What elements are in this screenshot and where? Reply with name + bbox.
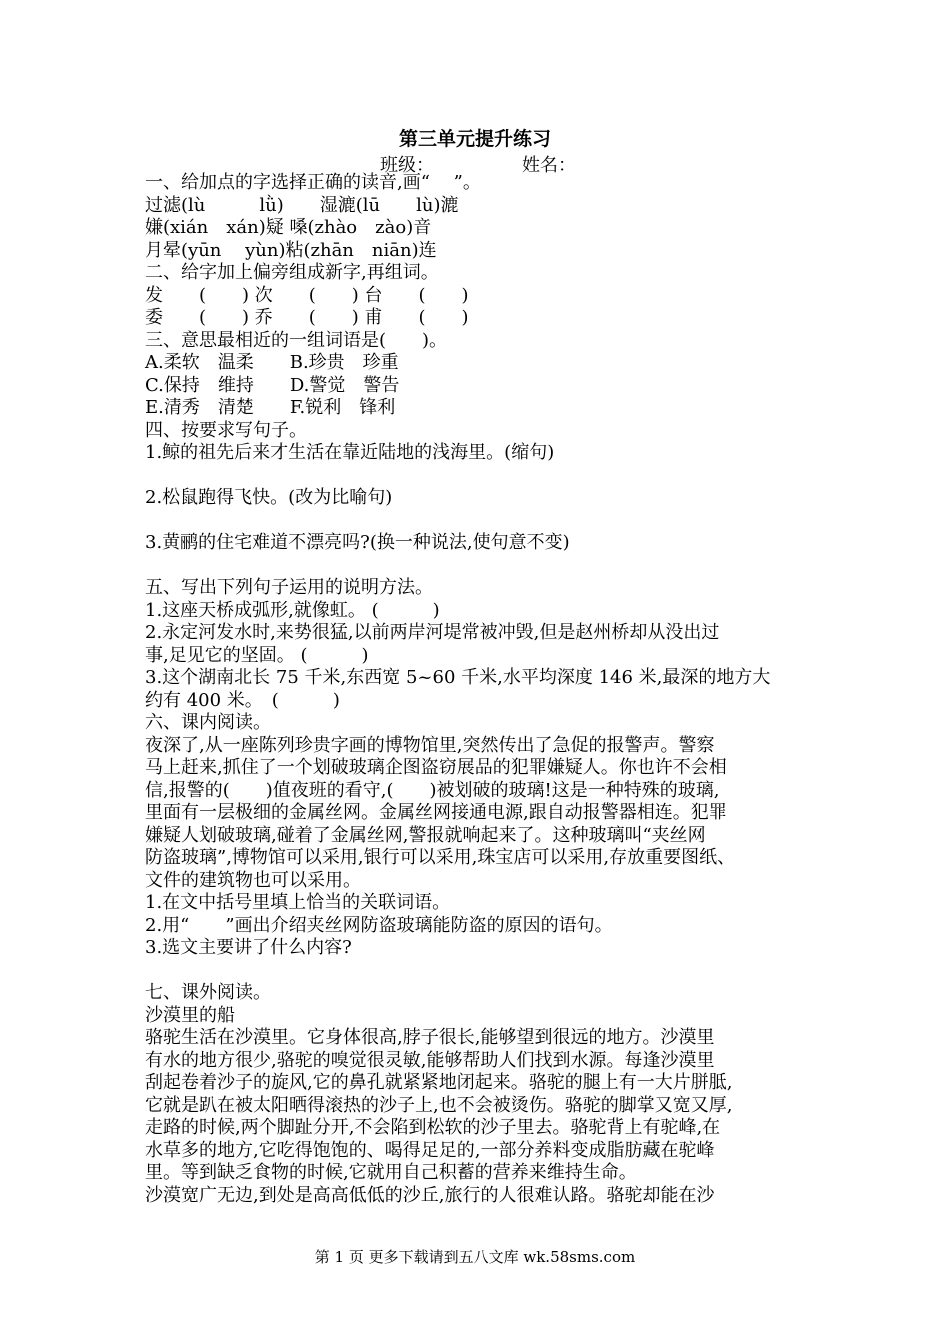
document-body xyxy=(145,172,785,1207)
text-line: 2.永定河发水时,来势很猛,以前两岸河堤常被冲毁,但是赵州桥却从没出过 xyxy=(145,622,720,643)
text-line: 约有 400 米。 ( ) xyxy=(145,689,340,711)
text-line: 信,报警的( )值夜班的看守,( )被划破的玻璃!这是一种特殊的玻璃, xyxy=(145,779,720,801)
text-line: 防盗玻璃”,博物馆可以采用,银行可以采用,珠宝店可以采用,存放重要图纸、 xyxy=(145,847,736,868)
text-line: 沙漠里的船 xyxy=(145,1004,235,1026)
text-line: 一、给加点的字选择正确的读音,画“ ”。 xyxy=(145,172,481,193)
text-line: 月晕(yūn yùn)粘(zhān niān)连 xyxy=(145,239,437,261)
text-line: 1.在文中括号里填上恰当的关联词语。 xyxy=(145,892,451,913)
class-label: 班级： xyxy=(380,155,434,176)
text-line: 2.用“ ”画出介绍夹丝网防盗玻璃能防盗的原因的语句。 xyxy=(145,914,613,936)
name-label: 姓名： xyxy=(522,155,576,176)
text-line: 1.这座天桥成弧形,就像虹。 ( ) xyxy=(145,599,440,621)
page-title: 第三单元提升练习 xyxy=(398,128,551,150)
text-line: 里面有一层极细的金属丝网。金属丝网接通电源,跟自动报警器相连。犯罪 xyxy=(145,802,727,823)
text-line: 水草多的地方,它吃得饱饱的、喝得足足的,一部分养料变成脂肪藏在驼峰 xyxy=(145,1139,715,1161)
text-line: 3.黄鹂的住宅难道不漂亮吗?(换一种说法,使句意不变) xyxy=(145,532,570,553)
text-line: 走路的时候,两个脚趾分开,不会陷到松软的沙子里去。骆驼背上有驼峰,在 xyxy=(145,1117,721,1138)
text-line: 发 ( ) 次 ( ) 台 ( ) xyxy=(145,284,469,306)
text-line: 夜深了,从一座陈列珍贵字画的博物馆里,突然传出了急促的报警声。警察 xyxy=(145,734,715,756)
text-line: 2.松鼠跑得飞快。(改为比喻句) xyxy=(145,487,393,508)
text-line: 骆驼生活在沙漠里。它身体很高,脖子很长,能够望到很远的地方。沙漠里 xyxy=(145,1027,715,1048)
text-line: 3.这个湖南北长 75 千米,东西宽 5~60 千米,水平均深度 146 米,最深的地方大 xyxy=(145,667,771,688)
text-line xyxy=(145,555,785,578)
text-line xyxy=(145,960,785,983)
text-line: C.保持 维持 D.警觉 警告 xyxy=(145,374,400,396)
text-line: 三、意思最相近的一组词语是( )。 xyxy=(145,329,448,351)
text-line: 嫌疑人划破玻璃,碰着了金属丝网,警报就响起来了。这种玻璃叫“夹丝网 xyxy=(145,824,706,846)
text-line: 嫌(xián xán)疑 嗓(zhào zào)音 xyxy=(145,217,432,238)
text-line: 二、给字加上偏旁组成新字,再组词。 xyxy=(145,262,439,283)
text-line: 里。等到缺乏食物的时候,它就用自己积蓄的营养来维持生命。 xyxy=(145,1162,637,1183)
text-line: 过滤(lù lǜ) 湿漉(lū lù)漉 xyxy=(145,194,459,216)
text-line: 四、按要求写句子。 xyxy=(145,419,307,441)
text-line: 七、课外阅读。 xyxy=(145,982,271,1003)
text-line: 事,足见它的坚固。 ( ) xyxy=(145,644,369,666)
text-line: 马上赶来,抓住了一个划破玻璃企图盗窃展品的犯罪嫌疑人。你也许不会相 xyxy=(145,757,727,778)
text-line: 六、课内阅读。 xyxy=(145,712,271,733)
text-line: 五、写出下列句子运用的说明方法。 xyxy=(145,577,433,598)
text-line: 1.鲸的祖先后来才生活在靠近陆地的浅海里。(缩句) xyxy=(145,442,555,463)
text-line: E.清秀 清楚 F.锐利 锋利 xyxy=(145,397,396,418)
text-line: 沙漠宽广无边,到处是高高低低的沙丘,旅行的人很难认路。骆驼却能在沙 xyxy=(145,1184,715,1206)
text-line: A.柔软 温柔 B.珍贵 珍重 xyxy=(145,352,399,373)
page-footer: 第 1 页 更多下载请到五八文库 wk.58sms.com xyxy=(314,1248,636,1266)
text-line: 它就是趴在被太阳晒得滚热的沙子上,也不会被烫伤。骆驼的脚掌又宽又厚, xyxy=(145,1094,733,1116)
text-line xyxy=(145,465,785,488)
text-line: 3.选文主要讲了什么内容? xyxy=(145,937,352,958)
text-line xyxy=(145,510,785,533)
text-line: 刮起卷着沙子的旋风,它的鼻孔就紧紧地闭起来。骆驼的腿上有一大片胼胝, xyxy=(145,1072,733,1093)
text-line: 有水的地方很少,骆驼的嗅觉很灵敏,能够帮助人们找到水源。每逢沙漠里 xyxy=(145,1049,715,1071)
text-line: 文件的建筑物也可以采用。 xyxy=(145,869,361,891)
text-line: 委 ( ) 乔 ( ) 甫 ( ) xyxy=(145,307,469,328)
